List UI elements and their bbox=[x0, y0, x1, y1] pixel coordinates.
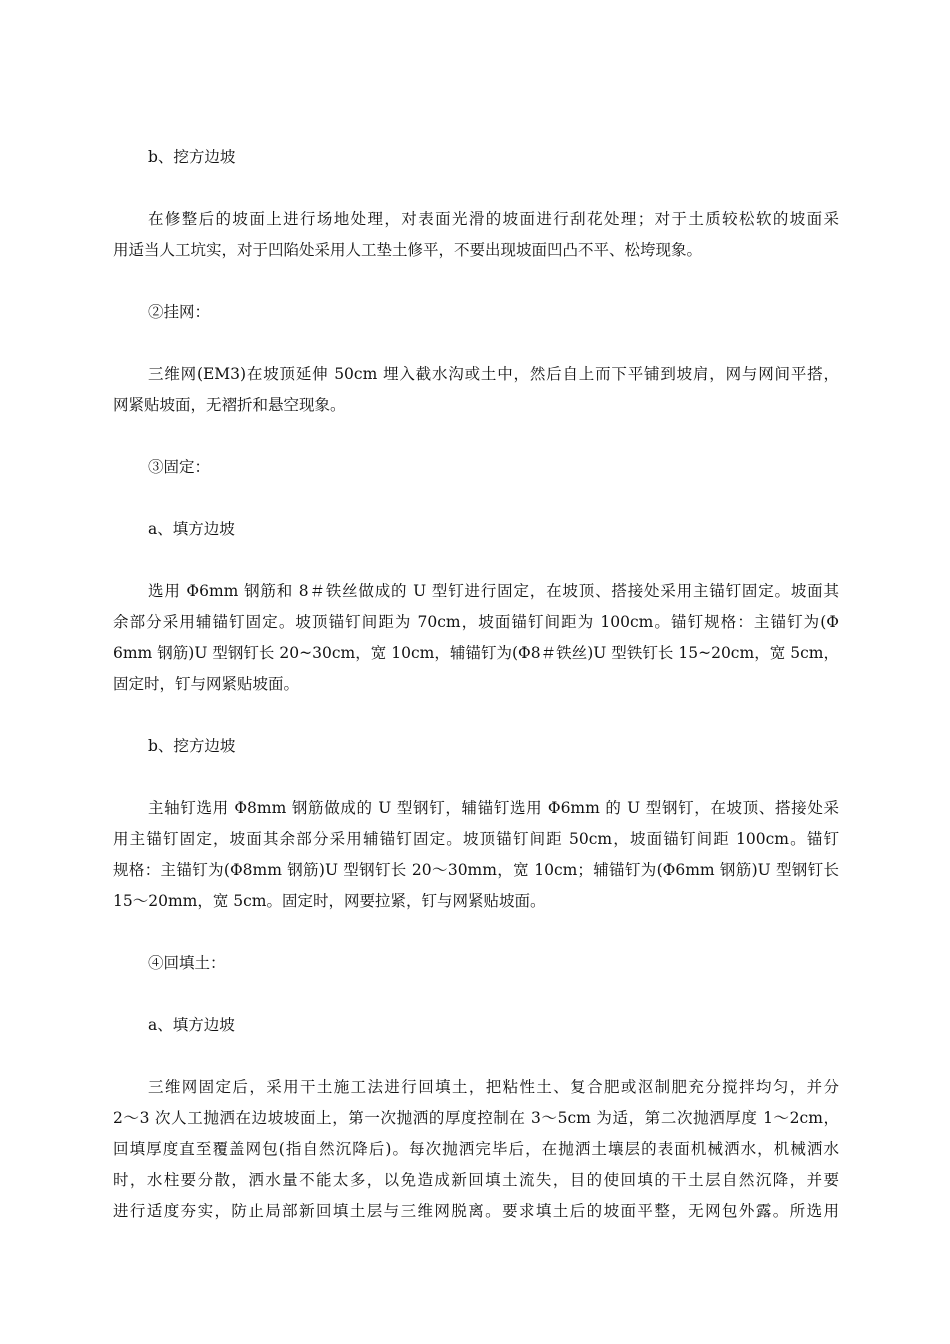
paragraph-line: 6mm 钢筋)U 型钢钉长 20~30cm，宽 10cm，辅锚钉为(Φ8＃铁丝)U 型铁钉长 15~20cm，宽 5cm， bbox=[113, 644, 839, 662]
paragraph-line: 用主锚钉固定，坡面其余部分采用辅锚钉固定。坡顶锚钉间距 50cm，坡面锚钉间距 100cm。锚钉 bbox=[113, 830, 839, 848]
paragraph-line: 固定时，钉与网紧贴坡面。 bbox=[113, 675, 300, 693]
paragraph-line: 三维网固定后，采用干土施工法进行回填土，把粘性土、复合肥或沤制肥充分搅拌均匀，并分 bbox=[148, 1078, 839, 1096]
paragraph-line: 余部分采用辅锚钉固定。坡顶锚钉间距为 70cm，坡面锚钉间距为 100cm。锚钉规格：主锚钉为(Φ bbox=[113, 613, 839, 631]
paragraph-line: 选用 Φ6mm 钢筋和 8＃铁丝做成的 U 型钉进行固定，在坡顶、搭接处采用主锚钉固定。坡面其 bbox=[148, 582, 839, 600]
paragraph-line: 2～3 次人工抛洒在边坡坡面上，第一次抛洒的厚度控制在 3～5cm 为适，第二次抛洒厚度 1～2cm， bbox=[113, 1109, 839, 1127]
section-heading: b、挖方边坡 bbox=[148, 737, 236, 755]
paragraph-line: 15～20mm，宽 5cm。固定时，网要拉紧，钉与网紧贴坡面。 bbox=[113, 892, 546, 910]
paragraph-line: 用适当人工坑实，对于凹陷处采用人工垫土修平，不要出现坡面凹凸不平、松垮现象。 bbox=[113, 241, 703, 259]
paragraph-line: 主轴钉选用 Φ8mm 钢筋做成的 U 型钢钉，辅锚钉选用 Φ6mm 的 U 型钢钉，在坡顶、搭接处采 bbox=[148, 799, 839, 817]
section-heading: b、挖方边坡 bbox=[148, 148, 236, 166]
paragraph-line: 时，水柱要分散，洒水量不能太多，以免造成新回填土流失，目的使回填的干土层自然沉降，并要 bbox=[113, 1171, 839, 1189]
paragraph-line: 网紧贴坡面，无褶折和悬空现象。 bbox=[113, 396, 346, 414]
paragraph-line: 三维网(EM3)在坡顶延伸 50cm 埋入截水沟或土中，然后自上而下平铺到坡肩，网与网间平搭， bbox=[148, 365, 839, 383]
paragraph-line: 进行适度夯实，防止局部新回填土层与三维网脱离。要求填土后的坡面平整，无网包外露。所选用 bbox=[113, 1202, 839, 1220]
section-heading: a、填方边坡 bbox=[148, 1016, 235, 1034]
section-heading: a、填方边坡 bbox=[148, 520, 235, 538]
step-heading: ③固定： bbox=[148, 458, 211, 476]
paragraph-line: 回填厚度直至覆盖网包(指自然沉降后)。每次抛洒完毕后，在抛洒土壤层的表面机械洒水，机械洒水 bbox=[113, 1140, 839, 1158]
paragraph-line: 在修整后的坡面上进行场地处理，对表面光滑的坡面进行刮花处理；对于土质较松软的坡面采 bbox=[148, 210, 839, 228]
paragraph-line: 规格：主锚钉为(Φ8mm 钢筋)U 型钢钉长 20～30mm，宽 10cm；辅锚钉为(Φ6mm 钢筋)U 型钢钉长 bbox=[113, 861, 839, 879]
step-heading: ②挂网： bbox=[148, 303, 211, 321]
step-heading: ④回填土： bbox=[148, 954, 226, 972]
